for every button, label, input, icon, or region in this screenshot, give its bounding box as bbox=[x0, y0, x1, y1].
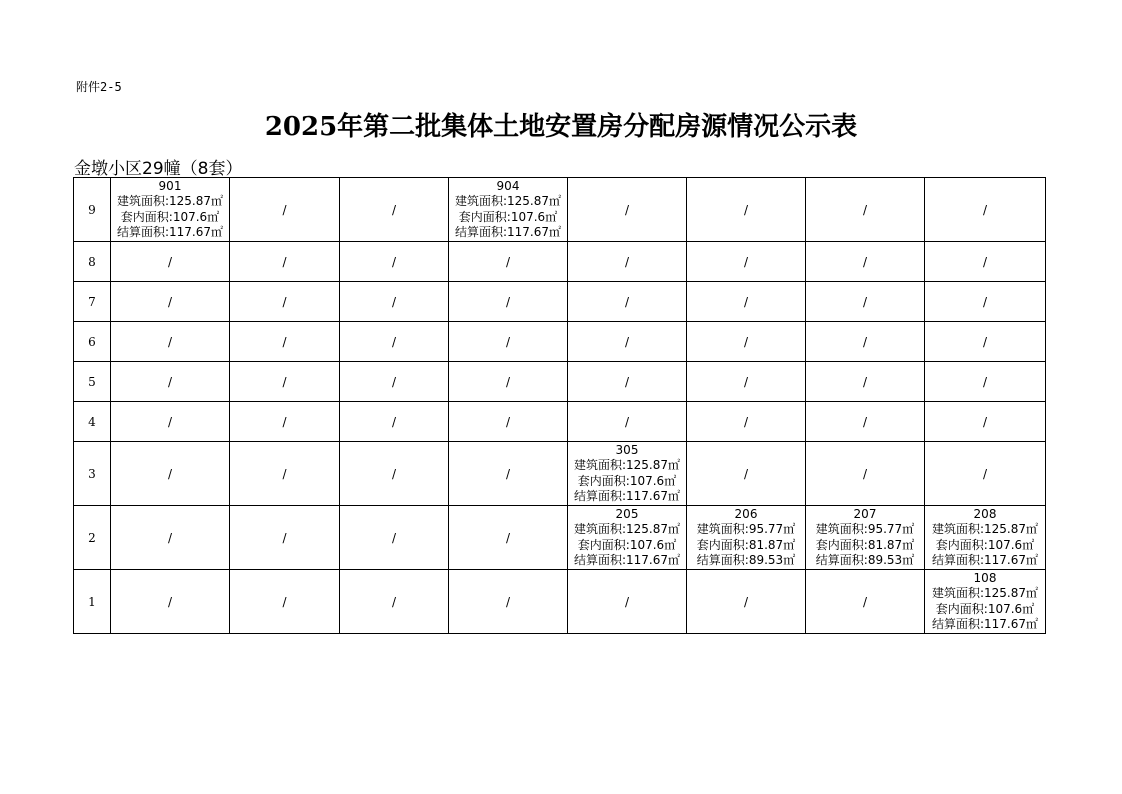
empty-mark: / bbox=[743, 294, 749, 309]
floor-number: 8 bbox=[74, 242, 111, 282]
empty-mark: / bbox=[391, 334, 397, 349]
unit-area: 建筑面积:95.77㎡ bbox=[696, 522, 796, 536]
empty-cell bbox=[687, 282, 806, 322]
empty-mark: / bbox=[624, 254, 630, 269]
empty-mark: / bbox=[391, 202, 397, 217]
empty-cell bbox=[687, 362, 806, 402]
empty-cell bbox=[449, 322, 568, 362]
empty-cell bbox=[111, 362, 230, 402]
empty-mark: / bbox=[282, 202, 287, 217]
floor-number: 5 bbox=[74, 362, 111, 402]
empty-cell bbox=[449, 570, 568, 634]
unit-room: 901 bbox=[158, 178, 182, 193]
empty-mark: / bbox=[167, 334, 173, 349]
unit-inner: 套内面积:107.6㎡ bbox=[120, 209, 220, 224]
unit-area: 建筑面积:125.87㎡ bbox=[573, 522, 681, 536]
empty-mark: / bbox=[391, 374, 397, 389]
empty-cell bbox=[111, 282, 230, 322]
empty-cell bbox=[340, 322, 449, 362]
empty-cell bbox=[449, 402, 568, 442]
empty-mark: / bbox=[391, 594, 397, 609]
unit-cell bbox=[925, 506, 1046, 570]
empty-mark: / bbox=[624, 374, 630, 389]
empty-cell bbox=[925, 178, 1046, 242]
floor-number: 7 bbox=[74, 282, 111, 322]
empty-cell bbox=[230, 282, 340, 322]
unit-area: 建筑面积:125.87㎡ bbox=[931, 522, 1039, 536]
empty-cell bbox=[925, 322, 1046, 362]
empty-cell bbox=[230, 506, 340, 570]
empty-cell bbox=[230, 402, 340, 442]
empty-mark: / bbox=[167, 466, 173, 481]
empty-mark: / bbox=[862, 414, 868, 429]
floor-number: 6 bbox=[74, 322, 111, 362]
empty-mark: / bbox=[391, 466, 397, 481]
floor-number: 2 bbox=[74, 506, 111, 570]
unit-cell bbox=[111, 178, 230, 242]
empty-cell bbox=[111, 442, 230, 506]
housing-table bbox=[73, 177, 1046, 634]
unit-settle: 结算面积:89.53㎡ bbox=[815, 553, 915, 567]
empty-mark: / bbox=[167, 374, 173, 389]
empty-mark: / bbox=[862, 334, 868, 349]
unit-area: 建筑面积:95.77㎡ bbox=[815, 522, 915, 536]
attachment-label: 附件2-5 bbox=[76, 80, 122, 94]
unit-inner: 套内面积:107.6㎡ bbox=[935, 601, 1035, 616]
page-title: 2025年第二批集体土地安置房分配房源情况公示表 bbox=[264, 112, 858, 142]
unit-cell bbox=[449, 178, 568, 242]
empty-cell bbox=[687, 178, 806, 242]
empty-cell bbox=[806, 442, 925, 506]
empty-mark: / bbox=[743, 374, 749, 389]
empty-mark: / bbox=[982, 466, 988, 481]
empty-cell bbox=[340, 570, 449, 634]
empty-mark: / bbox=[982, 202, 988, 217]
empty-mark: / bbox=[862, 254, 868, 269]
empty-mark: / bbox=[743, 202, 749, 217]
empty-mark: / bbox=[391, 414, 397, 429]
empty-cell bbox=[925, 242, 1046, 282]
unit-inner: 套内面积:107.6㎡ bbox=[458, 209, 558, 224]
empty-mark: / bbox=[505, 374, 511, 389]
empty-cell bbox=[230, 442, 340, 506]
unit-room: 206 bbox=[734, 506, 758, 521]
empty-cell bbox=[568, 362, 687, 402]
floor-number: 9 bbox=[74, 178, 111, 242]
unit-room: 208 bbox=[973, 506, 997, 521]
empty-cell bbox=[340, 442, 449, 506]
unit-room: 108 bbox=[973, 570, 997, 585]
empty-cell bbox=[340, 178, 449, 242]
empty-cell bbox=[568, 570, 687, 634]
empty-cell bbox=[925, 362, 1046, 402]
empty-mark: / bbox=[282, 594, 287, 609]
empty-cell bbox=[449, 442, 568, 506]
empty-mark: / bbox=[282, 294, 287, 309]
empty-cell bbox=[230, 242, 340, 282]
unit-settle: 结算面积:89.53㎡ bbox=[696, 553, 796, 567]
floor-row bbox=[74, 442, 1046, 506]
unit-room: 205 bbox=[615, 506, 639, 521]
empty-mark: / bbox=[391, 530, 397, 545]
floor-number: 1 bbox=[74, 570, 111, 634]
empty-cell bbox=[340, 506, 449, 570]
empty-cell bbox=[806, 362, 925, 402]
empty-mark: / bbox=[624, 334, 630, 349]
empty-mark: / bbox=[862, 466, 868, 481]
empty-cell bbox=[230, 362, 340, 402]
floor-row bbox=[74, 362, 1046, 402]
empty-cell bbox=[230, 178, 340, 242]
empty-cell bbox=[687, 402, 806, 442]
empty-mark: / bbox=[167, 414, 173, 429]
empty-cell bbox=[806, 178, 925, 242]
empty-mark: / bbox=[505, 466, 511, 481]
empty-mark: / bbox=[624, 414, 630, 429]
floor-row bbox=[74, 282, 1046, 322]
unit-settle: 结算面积:117.67㎡ bbox=[116, 225, 224, 239]
empty-mark: / bbox=[624, 594, 630, 609]
unit-inner: 套内面积:107.6㎡ bbox=[935, 537, 1035, 552]
empty-mark: / bbox=[624, 202, 630, 217]
unit-settle: 结算面积:117.67㎡ bbox=[573, 553, 681, 567]
empty-mark: / bbox=[982, 414, 988, 429]
empty-cell bbox=[806, 570, 925, 634]
empty-cell bbox=[806, 282, 925, 322]
empty-mark: / bbox=[862, 374, 868, 389]
unit-settle: 结算面积:117.67㎡ bbox=[931, 617, 1039, 631]
empty-mark: / bbox=[982, 374, 988, 389]
empty-cell bbox=[925, 442, 1046, 506]
empty-mark: / bbox=[743, 334, 749, 349]
unit-area: 建筑面积:125.87㎡ bbox=[931, 586, 1039, 600]
empty-cell bbox=[449, 362, 568, 402]
empty-cell bbox=[340, 242, 449, 282]
empty-mark: / bbox=[282, 414, 287, 429]
unit-room: 904 bbox=[496, 178, 520, 193]
empty-cell bbox=[806, 242, 925, 282]
empty-cell bbox=[449, 506, 568, 570]
floor-row bbox=[74, 570, 1046, 634]
empty-cell bbox=[230, 570, 340, 634]
empty-cell bbox=[340, 282, 449, 322]
floor-row bbox=[74, 402, 1046, 442]
unit-settle: 结算面积:117.67㎡ bbox=[454, 225, 562, 239]
empty-cell bbox=[449, 242, 568, 282]
empty-mark: / bbox=[982, 334, 988, 349]
empty-mark: / bbox=[282, 530, 287, 545]
empty-mark: / bbox=[282, 466, 287, 481]
empty-mark: / bbox=[862, 202, 868, 217]
unit-inner: 套内面积:107.6㎡ bbox=[577, 537, 677, 552]
empty-cell bbox=[568, 178, 687, 242]
empty-mark: / bbox=[282, 374, 287, 389]
unit-cell bbox=[925, 570, 1046, 634]
floor-row bbox=[74, 242, 1046, 282]
floor-number: 4 bbox=[74, 402, 111, 442]
empty-mark: / bbox=[167, 254, 173, 269]
empty-mark: / bbox=[282, 334, 287, 349]
unit-cell bbox=[568, 506, 687, 570]
unit-settle: 结算面积:117.67㎡ bbox=[573, 489, 681, 503]
empty-mark: / bbox=[167, 594, 173, 609]
empty-cell bbox=[687, 242, 806, 282]
floor-row bbox=[74, 506, 1046, 570]
unit-inner: 套内面积:107.6㎡ bbox=[577, 473, 677, 488]
empty-cell bbox=[568, 242, 687, 282]
empty-mark: / bbox=[505, 414, 511, 429]
empty-mark: / bbox=[505, 254, 511, 269]
empty-cell bbox=[568, 402, 687, 442]
unit-room: 207 bbox=[853, 506, 877, 521]
empty-mark: / bbox=[862, 594, 868, 609]
unit-cell bbox=[687, 506, 806, 570]
empty-cell bbox=[568, 322, 687, 362]
empty-mark: / bbox=[982, 294, 988, 309]
floor-number: 3 bbox=[74, 442, 111, 506]
empty-cell bbox=[340, 362, 449, 402]
empty-mark: / bbox=[743, 254, 749, 269]
empty-cell bbox=[687, 322, 806, 362]
building-label: 金墩小区29幢（8套） bbox=[74, 159, 243, 179]
empty-cell bbox=[925, 282, 1046, 322]
unit-cell bbox=[568, 442, 687, 506]
unit-settle: 结算面积:117.67㎡ bbox=[931, 553, 1039, 567]
empty-cell bbox=[806, 402, 925, 442]
empty-cell bbox=[230, 322, 340, 362]
unit-inner: 套内面积:81.87㎡ bbox=[696, 537, 796, 552]
empty-mark: / bbox=[391, 254, 397, 269]
empty-cell bbox=[568, 282, 687, 322]
unit-cell bbox=[806, 506, 925, 570]
unit-area: 建筑面积:125.87㎡ bbox=[116, 194, 224, 208]
empty-cell bbox=[806, 322, 925, 362]
empty-mark: / bbox=[391, 294, 397, 309]
empty-mark: / bbox=[505, 530, 511, 545]
empty-cell bbox=[449, 282, 568, 322]
unit-room: 305 bbox=[615, 442, 639, 457]
floor-row bbox=[74, 178, 1046, 242]
empty-mark: / bbox=[743, 414, 749, 429]
empty-mark: / bbox=[282, 254, 287, 269]
empty-mark: / bbox=[167, 294, 173, 309]
unit-area: 建筑面积:125.87㎡ bbox=[454, 194, 562, 208]
empty-mark: / bbox=[743, 466, 749, 481]
empty-mark: / bbox=[624, 294, 630, 309]
empty-mark: / bbox=[505, 334, 511, 349]
empty-cell bbox=[687, 442, 806, 506]
empty-cell bbox=[111, 506, 230, 570]
empty-mark: / bbox=[862, 294, 868, 309]
empty-cell bbox=[111, 570, 230, 634]
empty-mark: / bbox=[505, 594, 511, 609]
unit-inner: 套内面积:81.87㎡ bbox=[815, 537, 915, 552]
empty-mark: / bbox=[982, 254, 988, 269]
unit-area: 建筑面积:125.87㎡ bbox=[573, 458, 681, 472]
empty-cell bbox=[111, 242, 230, 282]
empty-mark: / bbox=[505, 294, 511, 309]
empty-mark: / bbox=[743, 594, 749, 609]
empty-cell bbox=[111, 322, 230, 362]
empty-cell bbox=[925, 402, 1046, 442]
empty-cell bbox=[111, 402, 230, 442]
floor-row bbox=[74, 322, 1046, 362]
empty-mark: / bbox=[167, 530, 173, 545]
empty-cell bbox=[340, 402, 449, 442]
empty-cell bbox=[687, 570, 806, 634]
